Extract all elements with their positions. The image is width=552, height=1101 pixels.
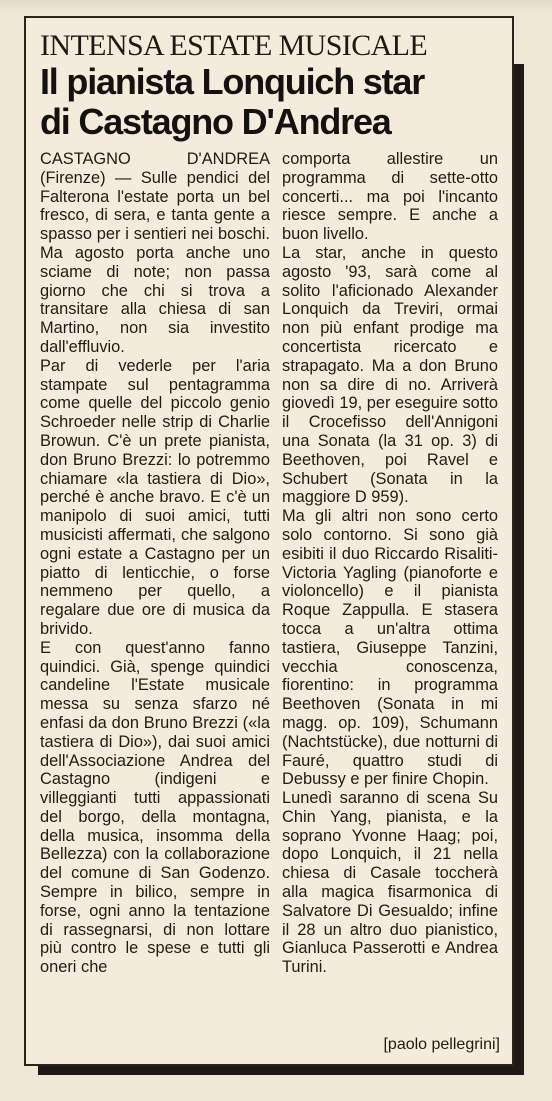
frame-shadow-right <box>514 64 524 1074</box>
headline-line-1: Il pianista Lonquich star <box>40 61 425 102</box>
paragraph: Ma gli altri non sono certo solo contorno. Si sono già esibiti il duo Riccardo Risaliti- Victoria Yagling (pianoforte e violoncello) e il pianista Roque Zappulla. E stasera tocca a un'altra ottima tastiera, Giuseppe Tanzini, vecchia conoscenza, fiorentino: in programma Beethoven (Sonata in mi magg. op. 109), Schumann (Nachtstücke), due notturni di Fauré, quattro studi di Debussy e per finire Chopin. <box>282 507 498 789</box>
paragraph: La star, anche in questo agosto '93, sarà come al solito l'aficionado Alexander Lonquich da Treviri, ormai non più enfant prodige ma concertista ricercato e strapagato. Ma a don Bruno non sa dire di no. Arriverà giovedì 19, per eseguire sotto il Crocefisso dell'Annigoni una Sonata (la 31 op. 3) di Beethoven, poi Ravel e Schubert (Sonata in la maggiore D 959). <box>282 243 498 507</box>
article-headline <box>40 62 510 142</box>
paragraph: E con quest'anno fanno quindici. Già, spenge quindici candeline l'Estate musicale messa su senza sfarzo né enfasi da don Bruno Brezzi («la tastiera di Dio»), dai suoi amici dell'Associazione Andrea del Castagno (indigeni e villeggianti tutti appassionati del borgo, della montagna, della musica, insomma della Bellezza) con la collaborazione del comune di San Godenzo. Sempre in bilico, sempre in forse, ogni anno la tentazione di rassegnarsi, di non lottare più contro le spese e tutti gli oneri che <box>40 638 270 977</box>
article-kicker: INTENSA ESTATE MUSICALE <box>40 29 428 62</box>
clipping-edge <box>0 0 552 14</box>
paragraph: comporta allestire un programma di sette-otto concerti... ma poi l'incanto riesce sempre. E anche a buon livello. <box>282 150 498 244</box>
left-column <box>40 150 270 977</box>
headline-line-2: di Castagno D'Andrea <box>40 101 391 142</box>
frame-shadow-bottom <box>38 1066 524 1075</box>
paragraph: Lunedì saranno di scena Su Chin Yang, pianista, e la soprano Yvonne Haag; poi, dopo Lonquich, il 21 nella chiesa di Casale toccherà alla magica fisarmonica di Salvatore Di Gesualdo; infine il 28 un altro duo pianistico, Gianluca Passerotti e Andrea Turini. <box>282 789 498 977</box>
paragraph: CASTAGNO D'ANDREA (Firenze) — Sulle pendici del Falterona l'estate porta un bel fresco, di sera, e tanta gente a spasso per i sentieri nei boschi. Ma agosto porta anche uno sciame di note; non passa giorno che chi si trova a transitare alla chiesa di san Martino, non sia investito dall'effluvio. <box>40 150 270 356</box>
paragraph: Par di vederle per l'aria stampate sul pentagramma come quelle del piccolo genio Schroeder nelle strip di Charlie Browun. C'è un prete pianista, don Bruno Brezzi: lo potremmo chiamare «la tastiera di Dio», perché è anche bravo. E c'è un manipolo di suoi amici, tutti musicisti affermati, che salgono ogni estate a Castagno per un piatto di lenticchie, o forse nemmeno per quello, a regalare due ore di musica da brivido. <box>40 356 270 638</box>
author-signature: [paolo pellegrini] <box>383 1036 500 1053</box>
right-column <box>282 150 498 977</box>
